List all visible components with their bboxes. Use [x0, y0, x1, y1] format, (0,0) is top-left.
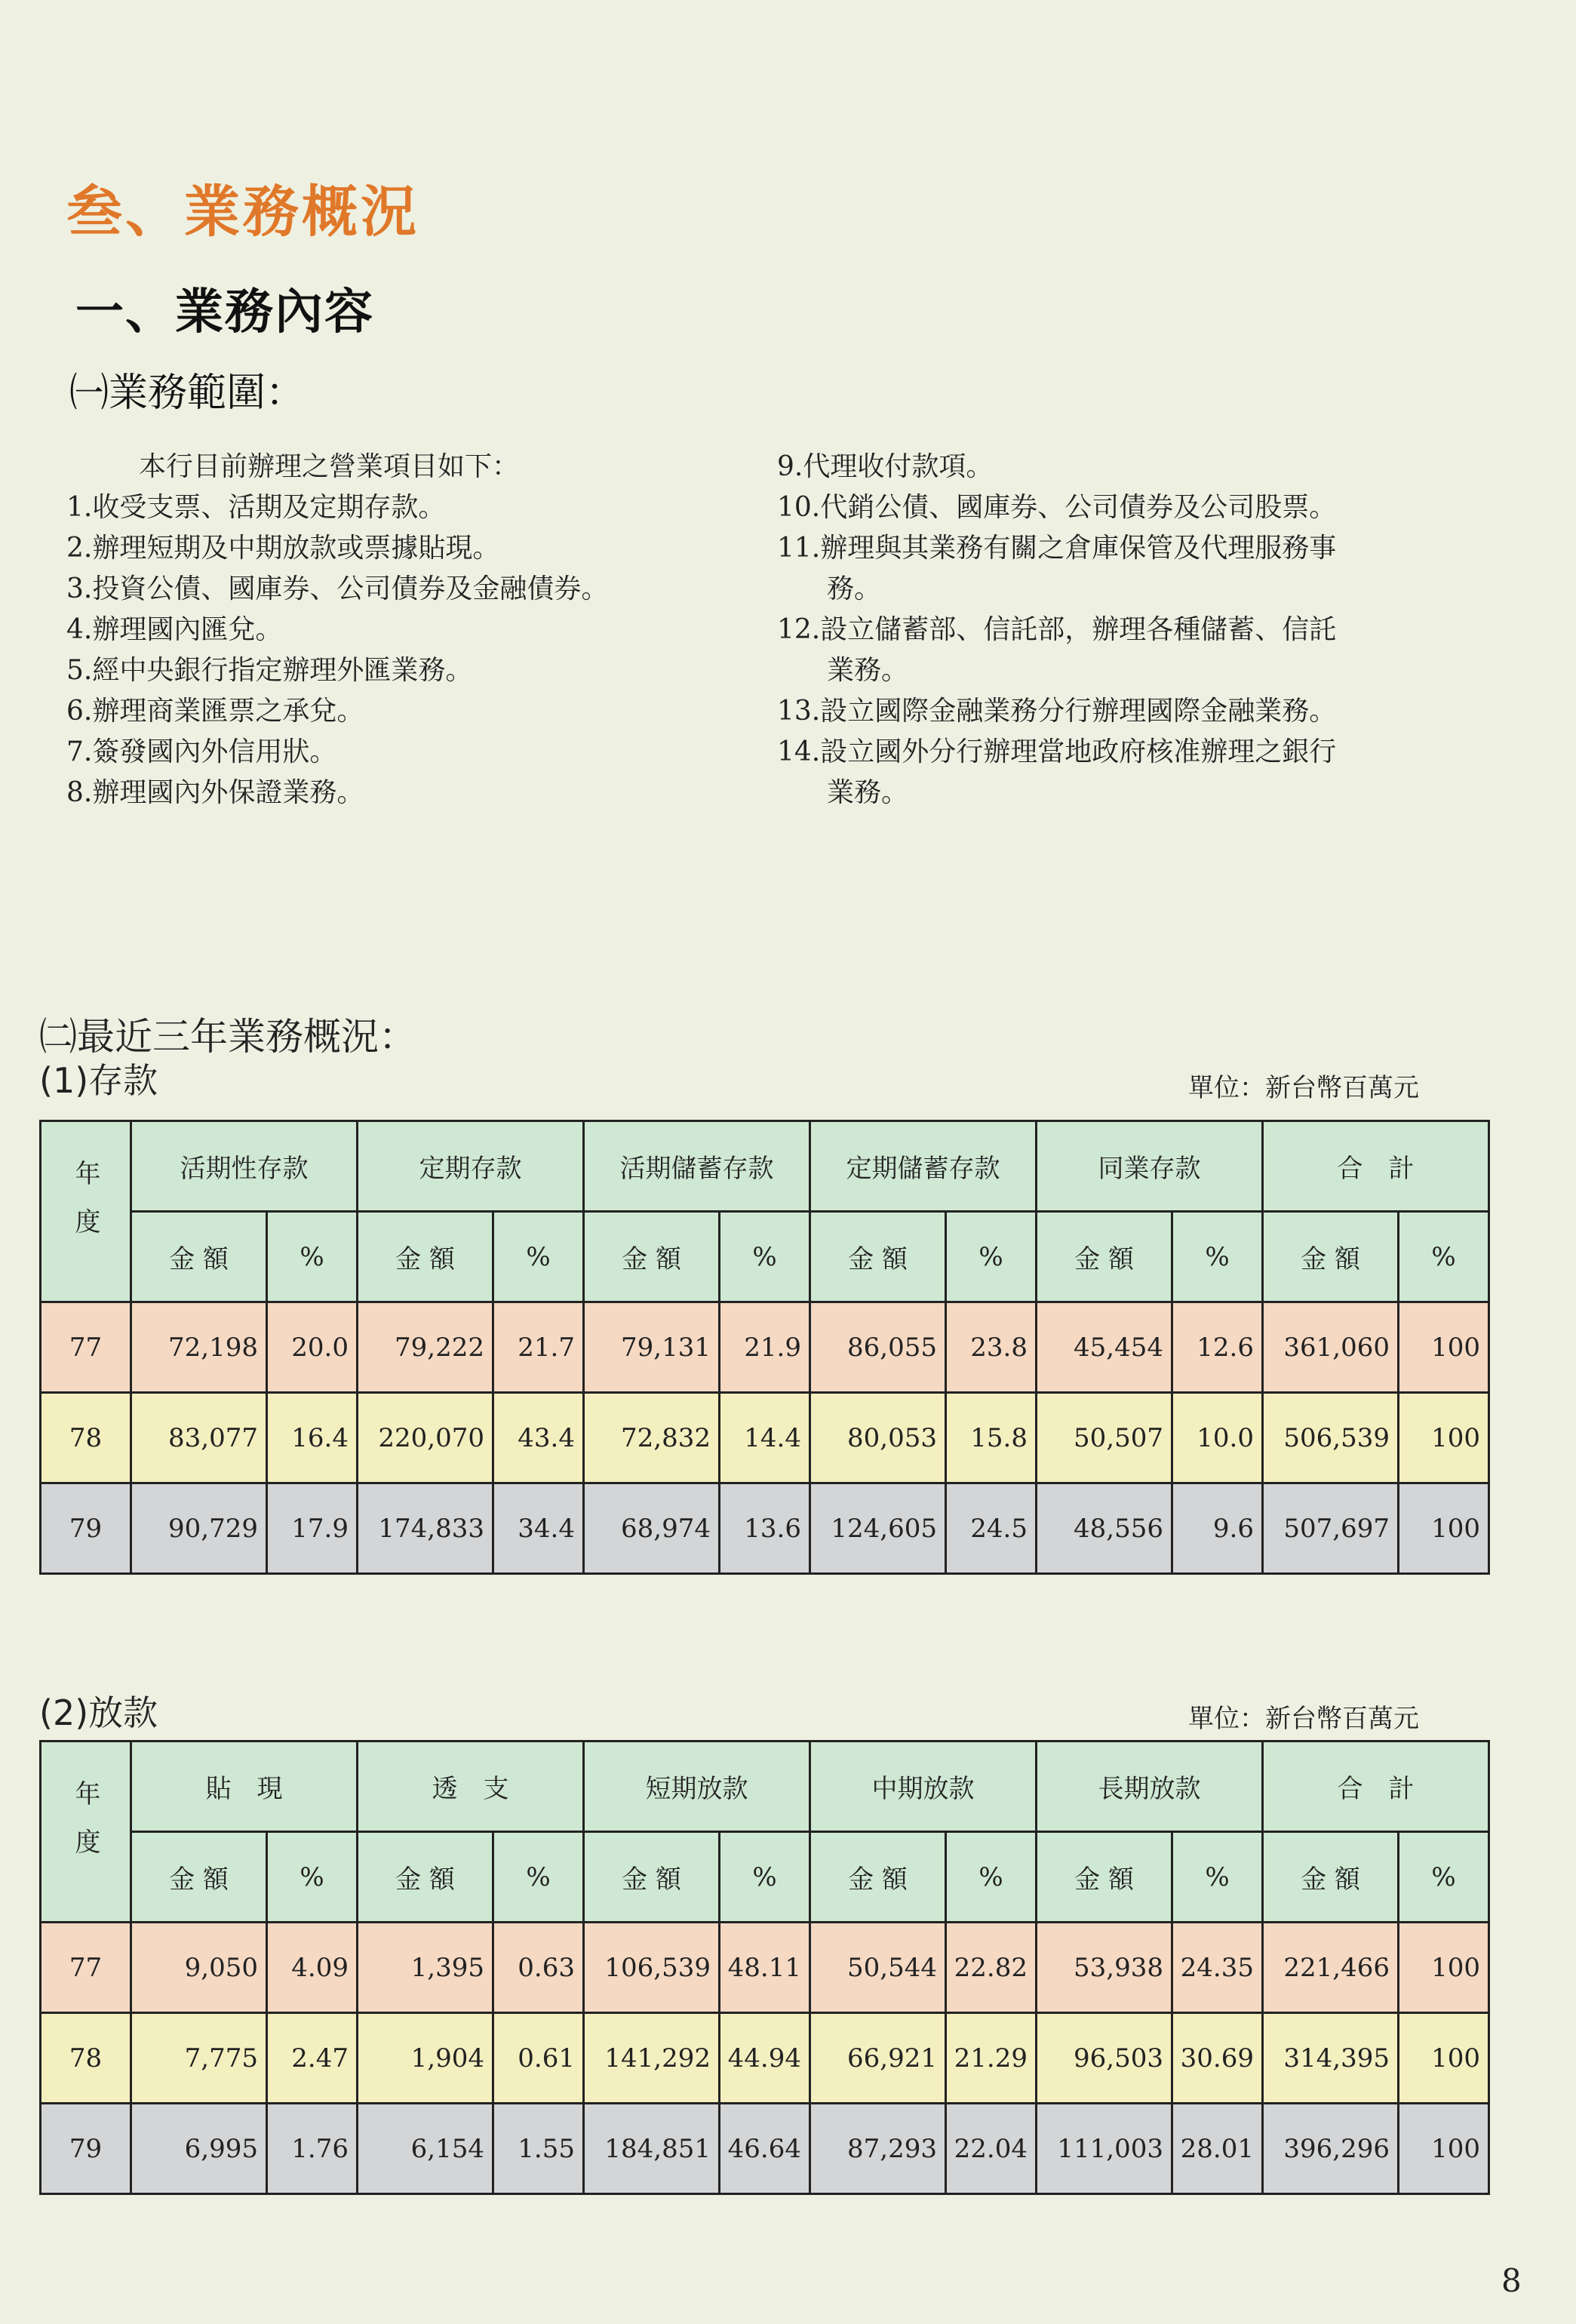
list-item — [66, 610, 760, 650]
table-cell: 1.55 — [493, 2104, 584, 2194]
amount-header: 金 額 — [584, 1212, 720, 1302]
percent-header: % — [493, 1832, 584, 1923]
table-cell: 106,539 — [584, 1923, 720, 2013]
amount-header: 金 額 — [131, 1832, 267, 1923]
percent-header: % — [720, 1212, 810, 1302]
deposit-table — [39, 1120, 1490, 1575]
year-header — [41, 1741, 131, 1923]
table-cell: 83,077 — [131, 1393, 267, 1483]
list-item-continuation: 業務。 — [827, 655, 909, 686]
list-item — [66, 528, 760, 569]
year-header-label: 年度 — [70, 1160, 100, 1256]
table-cell: 9.6 — [1172, 1483, 1263, 1574]
table-cell: 221,466 — [1263, 1923, 1399, 2013]
column-header: 活期儲蓄存款 — [584, 1121, 810, 1212]
intro-text: 本行目前辦理之營業項目如下： — [139, 451, 520, 482]
table-cell: 15.8 — [946, 1393, 1037, 1483]
table-cell: 141,292 — [584, 2013, 720, 2104]
table-cell: 12.6 — [1172, 1302, 1263, 1393]
column-header: 長期放款 — [1037, 1741, 1263, 1832]
amount-header: 金 額 — [584, 1832, 720, 1923]
list-item-text: 經中央銀行指定辦理外匯業務。 — [92, 655, 473, 686]
list-item-number: 3. — [66, 573, 93, 604]
year-header-label: 年度 — [70, 1780, 100, 1877]
list-item — [777, 610, 1531, 650]
list-item-number: 11. — [777, 533, 821, 564]
table-cell: 1.76 — [267, 2104, 358, 2194]
list-item — [66, 691, 760, 732]
table-cell: 1,395 — [358, 1923, 493, 2013]
table-cell: 2.47 — [267, 2013, 358, 2104]
amount-header: 金 額 — [1263, 1832, 1399, 1923]
loan-unit: 單位：新台幣百萬元 — [1188, 1704, 1419, 1734]
list-item-number: 7. — [66, 736, 93, 767]
table-cell: 20.0 — [267, 1302, 358, 1393]
list-item-text: 投資公債、國庫券、公司債券及金融債券。 — [92, 573, 609, 604]
list-item-number: 13. — [777, 696, 821, 727]
percent-header: % — [1399, 1832, 1489, 1923]
year-cell: 79 — [41, 2104, 131, 2194]
table-cell: 100 — [1399, 2013, 1489, 2104]
table-cell: 506,539 — [1263, 1393, 1399, 1483]
amount-header: 金 額 — [358, 1832, 493, 1923]
list-item-number: 6. — [66, 696, 93, 727]
year-cell: 79 — [41, 1483, 131, 1574]
page-number: 8 — [1501, 2262, 1522, 2299]
table-cell: 66,921 — [810, 2013, 946, 2104]
table-row — [41, 2104, 1489, 2194]
amount-header: 金 額 — [810, 1212, 946, 1302]
year-cell: 78 — [41, 2013, 131, 2104]
list-item-number: 5. — [66, 655, 93, 686]
table-cell: 24.5 — [946, 1483, 1037, 1574]
amount-header: 金 額 — [1037, 1212, 1172, 1302]
list-item-number: 1. — [66, 492, 93, 523]
list-item-continuation: 業務。 — [827, 777, 909, 808]
table-cell: 100 — [1399, 1302, 1489, 1393]
list-item — [66, 487, 760, 528]
list-item-text: 代理收付款項。 — [803, 451, 994, 482]
amount-header: 金 額 — [810, 1832, 946, 1923]
table-cell: 314,395 — [1263, 2013, 1399, 2104]
table-cell: 21.9 — [720, 1302, 810, 1393]
table-cell: 21.29 — [946, 2013, 1037, 2104]
table-cell: 124,605 — [810, 1483, 946, 1574]
table-cell: 34.4 — [493, 1483, 584, 1574]
business-items-right — [777, 447, 1531, 813]
table-cell: 80,053 — [810, 1393, 946, 1483]
table-cell: 174,833 — [358, 1483, 493, 1574]
list-item-continuation: 務。 — [827, 573, 882, 604]
table-cell: 0.61 — [493, 2013, 584, 2104]
percent-header: % — [720, 1832, 810, 1923]
list-item-number: 10. — [777, 492, 821, 523]
table-cell: 28.01 — [1172, 2104, 1263, 2194]
subsection-heading: 一、業務內容 — [75, 284, 374, 340]
table-cell: 22.82 — [946, 1923, 1037, 2013]
table-cell: 13.6 — [720, 1483, 810, 1574]
percent-header: % — [1399, 1212, 1489, 1302]
table-row — [41, 2013, 1489, 2104]
table-cell: 0.63 — [493, 1923, 584, 2013]
list-item-number: 9. — [777, 451, 803, 482]
table-cell: 361,060 — [1263, 1302, 1399, 1393]
list-item — [777, 691, 1531, 732]
business-items-left — [66, 447, 760, 813]
table-cell: 45,454 — [1037, 1302, 1172, 1393]
table-cell: 43.4 — [493, 1393, 584, 1483]
table-cell: 72,198 — [131, 1302, 267, 1393]
table-cell: 24.35 — [1172, 1923, 1263, 2013]
percent-header: % — [1172, 1832, 1263, 1923]
table-cell: 184,851 — [584, 2104, 720, 2194]
list-item-number: 2. — [66, 533, 93, 564]
table-cell: 53,938 — [1037, 1923, 1172, 2013]
table-cell: 4.09 — [267, 1923, 358, 2013]
recent-years-heading: ㈡最近三年業務概況： — [39, 1015, 416, 1059]
column-header: 定期存款 — [358, 1121, 584, 1212]
list-item-text: 辦理與其業務有關之倉庫保管及代理服務事 — [820, 533, 1337, 564]
table-cell: 22.04 — [946, 2104, 1037, 2194]
list-item — [777, 732, 1531, 773]
list-item-number: 12. — [777, 614, 821, 645]
list-item-text: 收受支票、活期及定期存款。 — [92, 492, 446, 523]
amount-header: 金 額 — [131, 1212, 267, 1302]
list-item-text: 辦理國內匯兌。 — [92, 614, 283, 645]
list-item — [66, 650, 760, 691]
column-header: 合 計 — [1263, 1121, 1489, 1212]
amount-header: 金 額 — [358, 1212, 493, 1302]
table-cell: 396,296 — [1263, 2104, 1399, 2194]
table-cell: 48.11 — [720, 1923, 810, 2013]
table-cell: 96,503 — [1037, 2013, 1172, 2104]
table-cell: 90,729 — [131, 1483, 267, 1574]
percent-header: % — [946, 1832, 1037, 1923]
percent-header: % — [493, 1212, 584, 1302]
table-cell: 507,697 — [1263, 1483, 1399, 1574]
column-header: 透 支 — [358, 1741, 584, 1832]
list-item-number: 4. — [66, 614, 93, 645]
column-header: 中期放款 — [810, 1741, 1037, 1832]
list-item — [777, 447, 1531, 487]
list-item-text: 辦理商業匯票之承兌。 — [92, 696, 364, 727]
percent-header: % — [267, 1212, 358, 1302]
list-item-text: 設立儲蓄部、信託部，辦理各種儲蓄、信託 — [820, 614, 1337, 645]
column-header: 短期放款 — [584, 1741, 810, 1832]
table-cell: 50,507 — [1037, 1393, 1172, 1483]
table-cell: 86,055 — [810, 1302, 946, 1393]
list-item — [66, 569, 760, 610]
table-row — [41, 1483, 1489, 1574]
table-cell: 100 — [1399, 1923, 1489, 2013]
column-header: 同業存款 — [1037, 1121, 1263, 1212]
column-header: 貼 現 — [131, 1741, 358, 1832]
year-cell: 77 — [41, 1302, 131, 1393]
table-cell: 46.64 — [720, 2104, 810, 2194]
table-cell: 111,003 — [1037, 2104, 1172, 2194]
table-cell: 7,775 — [131, 2013, 267, 2104]
column-header: 活期性存款 — [131, 1121, 358, 1212]
table-cell: 72,832 — [584, 1393, 720, 1483]
list-item-number: 14. — [777, 736, 821, 767]
column-header: 定期儲蓄存款 — [810, 1121, 1037, 1212]
table-cell: 87,293 — [810, 2104, 946, 2194]
deposit-unit: 單位：新台幣百萬元 — [1188, 1073, 1419, 1103]
loan-title: (2)放款 — [39, 1692, 158, 1733]
header-row — [41, 1741, 1489, 1832]
table-cell: 1,904 — [358, 2013, 493, 2104]
percent-header: % — [1172, 1212, 1263, 1302]
column-header: 合 計 — [1263, 1741, 1489, 1832]
table-cell: 79,131 — [584, 1302, 720, 1393]
table-cell: 68,974 — [584, 1483, 720, 1574]
scope-heading: ㈠業務範圍： — [69, 370, 306, 416]
table-cell: 14.4 — [720, 1393, 810, 1483]
table-cell: 9,050 — [131, 1923, 267, 2013]
list-item — [777, 487, 1531, 528]
table-cell: 100 — [1399, 1483, 1489, 1574]
table-cell: 220,070 — [358, 1393, 493, 1483]
list-item-text: 辦理短期及中期放款或票據貼現。 — [92, 533, 500, 564]
table-cell: 16.4 — [267, 1393, 358, 1483]
table-cell: 79,222 — [358, 1302, 493, 1393]
subheader-row — [41, 1832, 1489, 1923]
table-cell: 17.9 — [267, 1483, 358, 1574]
loan-table — [39, 1740, 1490, 2195]
table-cell: 100 — [1399, 2104, 1489, 2194]
list-item-number: 8. — [66, 777, 93, 808]
list-item-text: 設立國際金融業務分行辦理國際金融業務。 — [820, 696, 1337, 727]
table-cell: 10.0 — [1172, 1393, 1263, 1483]
year-header — [41, 1121, 131, 1302]
table-row — [41, 1393, 1489, 1483]
table-cell: 50,544 — [810, 1923, 946, 2013]
section-heading: 叁、業務概況 — [66, 180, 419, 244]
table-row — [41, 1302, 1489, 1393]
year-cell: 77 — [41, 1923, 131, 2013]
year-cell: 78 — [41, 1393, 131, 1483]
table-cell: 48,556 — [1037, 1483, 1172, 1574]
list-item — [66, 732, 760, 773]
table-cell: 44.94 — [720, 2013, 810, 2104]
table-cell: 21.7 — [493, 1302, 584, 1393]
list-item — [777, 528, 1531, 569]
amount-header: 金 額 — [1037, 1832, 1172, 1923]
amount-header: 金 額 — [1263, 1212, 1399, 1302]
table-cell: 23.8 — [946, 1302, 1037, 1393]
subheader-row — [41, 1212, 1489, 1302]
table-cell: 100 — [1399, 1393, 1489, 1483]
header-row — [41, 1121, 1489, 1212]
list-item-text: 代銷公債、國庫券、公司債券及公司股票。 — [820, 492, 1337, 523]
table-cell: 30.69 — [1172, 2013, 1263, 2104]
list-item-text: 簽發國內外信用狀。 — [92, 736, 337, 767]
deposit-title: (1)存款 — [39, 1060, 158, 1101]
list-item-text: 辦理國內外保證業務。 — [92, 777, 364, 808]
list-item-text: 設立國外分行辦理當地政府核准辦理之銀行 — [820, 736, 1337, 767]
table-cell: 6,154 — [358, 2104, 493, 2194]
table-row — [41, 1923, 1489, 2013]
table-cell: 6,995 — [131, 2104, 267, 2194]
percent-header: % — [267, 1832, 358, 1923]
percent-header: % — [946, 1212, 1037, 1302]
list-item — [66, 773, 760, 813]
